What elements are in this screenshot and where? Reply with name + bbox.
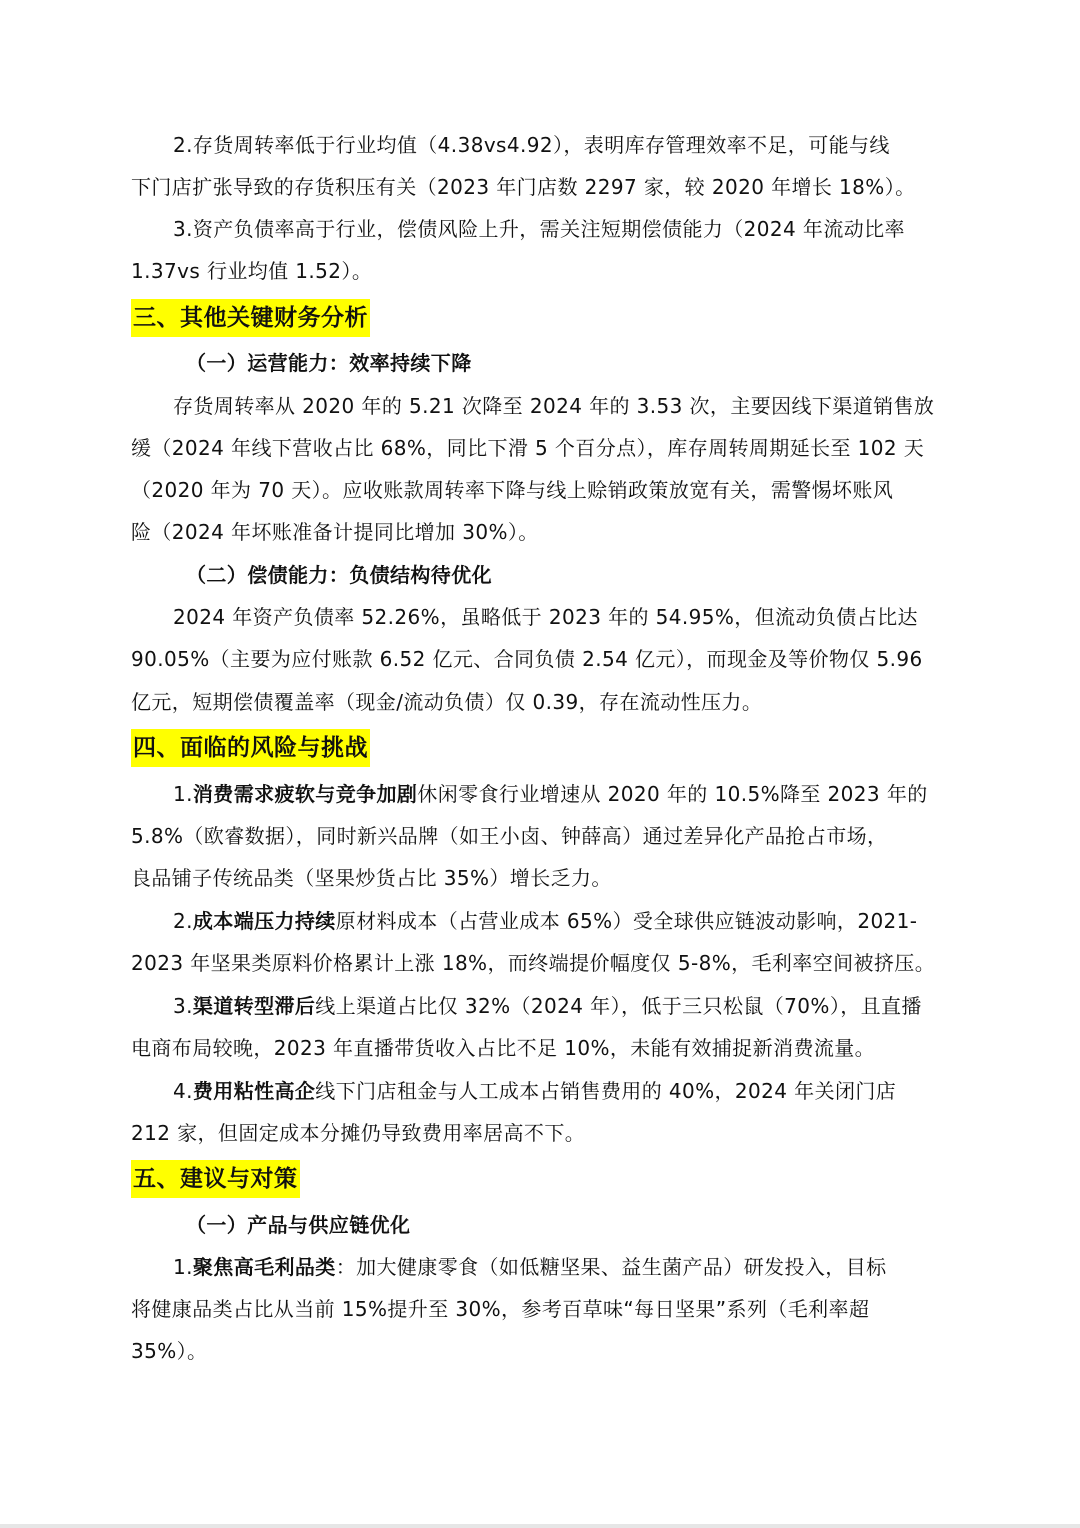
section-heading-3: 三、其他关键财务分析 bbox=[131, 299, 370, 337]
list-number: 1. bbox=[173, 1255, 193, 1279]
paragraph-line: 3.资产负债率高于行业，偿债风险上升，需关注短期偿债能力（2024 年流动比率 bbox=[173, 217, 905, 241]
list-item-text: ：加大健康零食（如低糖坚果、益生菌产品）研发投入，目标 bbox=[335, 1255, 887, 1279]
paragraph-line: 2024 年资产负债率 52.26%，虽略低于 2023 年的 54.95%，但流动负债占比达 bbox=[173, 605, 918, 629]
paragraph-line: 90.05%（主要为应付账款 6.52 亿元、合同负债 2.54 亿元），而现金及等价物仅 5.96 bbox=[131, 647, 923, 671]
list-item-line bbox=[173, 992, 922, 1020]
paragraph-line: 2023 年坚果类原料价格累计上涨 18%，而终端提价幅度仅 5-8%，毛利率空间被挤压。 bbox=[131, 951, 936, 975]
list-item-title: 费用粘性高企 bbox=[192, 1079, 316, 1103]
list-item-text: 线下门店租金与人工成本占销售费用的 40%，2024 年关闭门店 bbox=[315, 1079, 897, 1103]
paragraph-line: 5.8%（欧睿数据），同时新兴品牌（如王小卤、钟薛高）通过差异化产品抢占市场， bbox=[131, 824, 888, 848]
list-number: 2. bbox=[173, 909, 193, 933]
paragraph-line: 2.存货周转率低于行业均值（4.38vs4.92），表明库存管理效率不足，可能与线 bbox=[173, 133, 890, 157]
list-item-text: 原材料成本（占营业成本 65%）受全球供应链波动影响，2021- bbox=[335, 909, 918, 933]
paragraph-line: 将健康品类占比从当前 15%提升至 30%，参考百草味“每日坚果”系列（毛利率超 bbox=[131, 1297, 870, 1321]
list-number: 4. bbox=[173, 1079, 193, 1103]
subheading-solvency: （二）偿债能力：负债结构待优化 bbox=[186, 563, 492, 587]
list-number: 3. bbox=[173, 994, 193, 1018]
paragraph-line: 缓（2024 年线下营收占比 68%，同比下滑 5 个百分点），库存周转周期延长至 102 天 bbox=[131, 436, 925, 460]
list-item-line bbox=[173, 1253, 887, 1281]
paragraph-line: 下门店扩张导致的存货积压有关（2023 年门店数 2297 家，较 2020 年增长 18%）。 bbox=[131, 175, 916, 199]
list-item-text: 线上渠道占比仅 32%（2024 年），低于三只松鼠（70%），且直播 bbox=[315, 994, 922, 1018]
paragraph-line: 35%）。 bbox=[131, 1339, 208, 1363]
subheading-product-supply-chain: （一）产品与供应链优化 bbox=[186, 1213, 411, 1237]
paragraph-line: 电商布局较晚，2023 年直播带货收入占比不足 10%，未能有效捕捉新消费流量。 bbox=[131, 1036, 876, 1060]
list-item-title: 消费需求疲软与竞争加剧 bbox=[192, 782, 418, 806]
paragraph-line: 良品铺子传统品类（坚果炒货占比 35%）增长乏力。 bbox=[131, 866, 612, 890]
list-item-title: 渠道转型滞后 bbox=[192, 994, 316, 1018]
paragraph-line: （2020 年为 70 天）。应收账款周转率下降与线上赊销政策放宽有关，需警惕坏账风 bbox=[131, 478, 894, 502]
page-bottom-edge bbox=[0, 1524, 1080, 1528]
subheading-operating-capability: （一）运营能力：效率持续下降 bbox=[186, 351, 472, 375]
list-item-title: 聚焦高毛利品类 bbox=[192, 1255, 336, 1279]
paragraph-line: 1.37vs 行业均值 1.52）。 bbox=[131, 259, 373, 283]
list-item-line bbox=[173, 780, 928, 808]
list-item-title: 成本端压力持续 bbox=[192, 909, 336, 933]
section-heading-4: 四、面临的风险与挑战 bbox=[131, 729, 370, 767]
list-item-line bbox=[173, 1077, 896, 1105]
paragraph-line: 险（2024 年坏账准备计提同比增加 30%）。 bbox=[131, 520, 539, 544]
list-item-text: 休闲零食行业增速从 2020 年的 10.5%降至 2023 年的 bbox=[417, 782, 928, 806]
paragraph-line: 212 家，但固定成本分摊仍导致费用率居高不下。 bbox=[131, 1121, 586, 1145]
paragraph-line: 亿元，短期偿债覆盖率（现金/流动负债）仅 0.39，存在流动性压力。 bbox=[131, 690, 763, 714]
list-item-line bbox=[173, 907, 917, 935]
paragraph-line: 存货周转率从 2020 年的 5.21 次降至 2024 年的 3.53 次，主要因线下渠道销售放 bbox=[173, 394, 935, 418]
list-number: 1. bbox=[173, 782, 193, 806]
section-heading-5: 五、建议与对策 bbox=[131, 1160, 300, 1198]
